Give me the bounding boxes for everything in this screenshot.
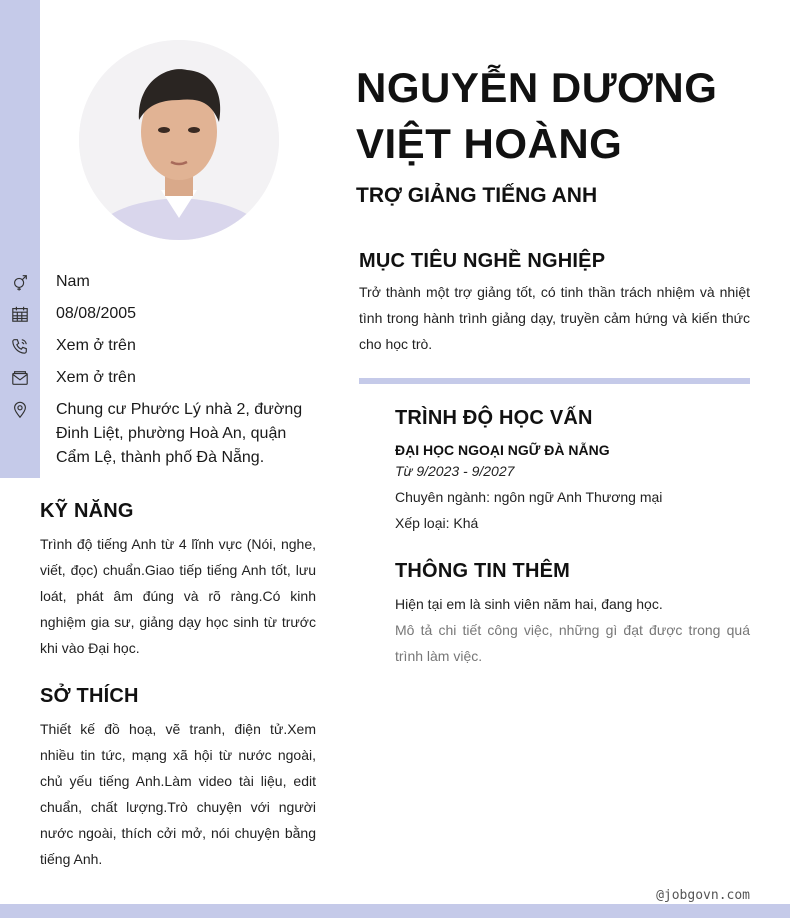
- education-school: ĐẠI HỌC NGOẠI NGỮ ĐÀ NẴNG: [395, 442, 610, 458]
- skills-title: KỸ NĂNG: [40, 500, 134, 522]
- contact-address: [0, 398, 320, 470]
- extra-section: [395, 560, 750, 669]
- name-line-2: VIỆT HOÀNG: [356, 120, 623, 167]
- education-period: Từ 9/2023 - 9/2027: [395, 463, 515, 479]
- footer-brand: @jobgovn.com: [656, 888, 750, 903]
- hobbies-text: Thiết kế đồ hoạ, vẽ tranh, điện tử.Xem nhiều tin tức, mạng xã hội từ nước ngoài, chủ yếu tiếng Anh.Làm video tài liệu, edit chuẩn, chất lượng.Trò chuyện với người nước ngoài, thích cởi mở, nói chuyện bằng tiếng Anh.: [40, 721, 316, 867]
- candidate-name: [356, 60, 776, 172]
- bottom-accent-band: [0, 904, 790, 918]
- hobbies-title: SỞ THÍCH: [40, 685, 139, 707]
- education-major: Chuyên ngành: ngôn ngữ Anh Thương mại: [395, 489, 663, 505]
- extra-line-1: Hiện tại em là sinh viên năm hai, đang học.: [395, 596, 663, 612]
- address-value: Chung cư Phước Lý nhà 2, đường Đinh Liệt, phường Hoà An, quận Cẩm Lệ, thành phố Đà Nẵng.: [56, 401, 303, 466]
- profile-photo: [79, 40, 279, 240]
- contact-gender: [0, 270, 320, 294]
- candidate-role: TRỢ GIẢNG TIẾNG ANH: [356, 184, 598, 207]
- contact-birthday: [0, 302, 320, 326]
- mail-icon: [0, 366, 40, 390]
- phone-value: Xem ở trên: [56, 337, 136, 354]
- section-divider: [359, 378, 750, 384]
- location-icon: [0, 398, 40, 422]
- phone-icon: [0, 334, 40, 358]
- education-rank: Xếp loại: Khá: [395, 515, 479, 531]
- education-section: [395, 407, 750, 536]
- extra-line-2: Mô tả chi tiết công việc, những gì đạt được trong quá trình làm việc.: [395, 622, 750, 664]
- avatar: [79, 40, 279, 240]
- skills-section: [40, 500, 316, 661]
- extra-title: THÔNG TIN THÊM: [395, 560, 571, 582]
- contact-list: [0, 270, 320, 478]
- education-title: TRÌNH ĐỘ HỌC VẤN: [395, 407, 593, 429]
- calendar-icon: [0, 302, 40, 326]
- email-value: Xem ở trên: [56, 369, 136, 386]
- skills-text: Trình độ tiếng Anh từ 4 lĩnh vực (Nói, nghe, viết, đọc) chuẩn.Giao tiếp tiếng Anh tốt, lưu loát, phát âm đúng và rõ ràng.Có kinh nghiệm gia sư, giảng dạy học sinh từ trước khi vào Đại học.: [40, 536, 316, 656]
- name-line-1: NGUYỄN DƯƠNG: [356, 64, 718, 111]
- contact-email: [0, 366, 320, 390]
- objective-section: [359, 250, 750, 357]
- contact-phone: [0, 334, 320, 358]
- objective-title: MỤC TIÊU NGHỀ NGHIỆP: [359, 250, 606, 272]
- gender-icon: [0, 270, 40, 294]
- gender-value: Nam: [56, 273, 90, 290]
- birthday-value: 08/08/2005: [56, 305, 137, 322]
- hobbies-section: [40, 685, 316, 872]
- objective-text: Trở thành một trợ giảng tốt, có tinh thần trách nhiệm và nhiệt tình trong hành trình giảng dạy, truyền cảm hứng và kiến thức cho học trò.: [359, 284, 750, 352]
